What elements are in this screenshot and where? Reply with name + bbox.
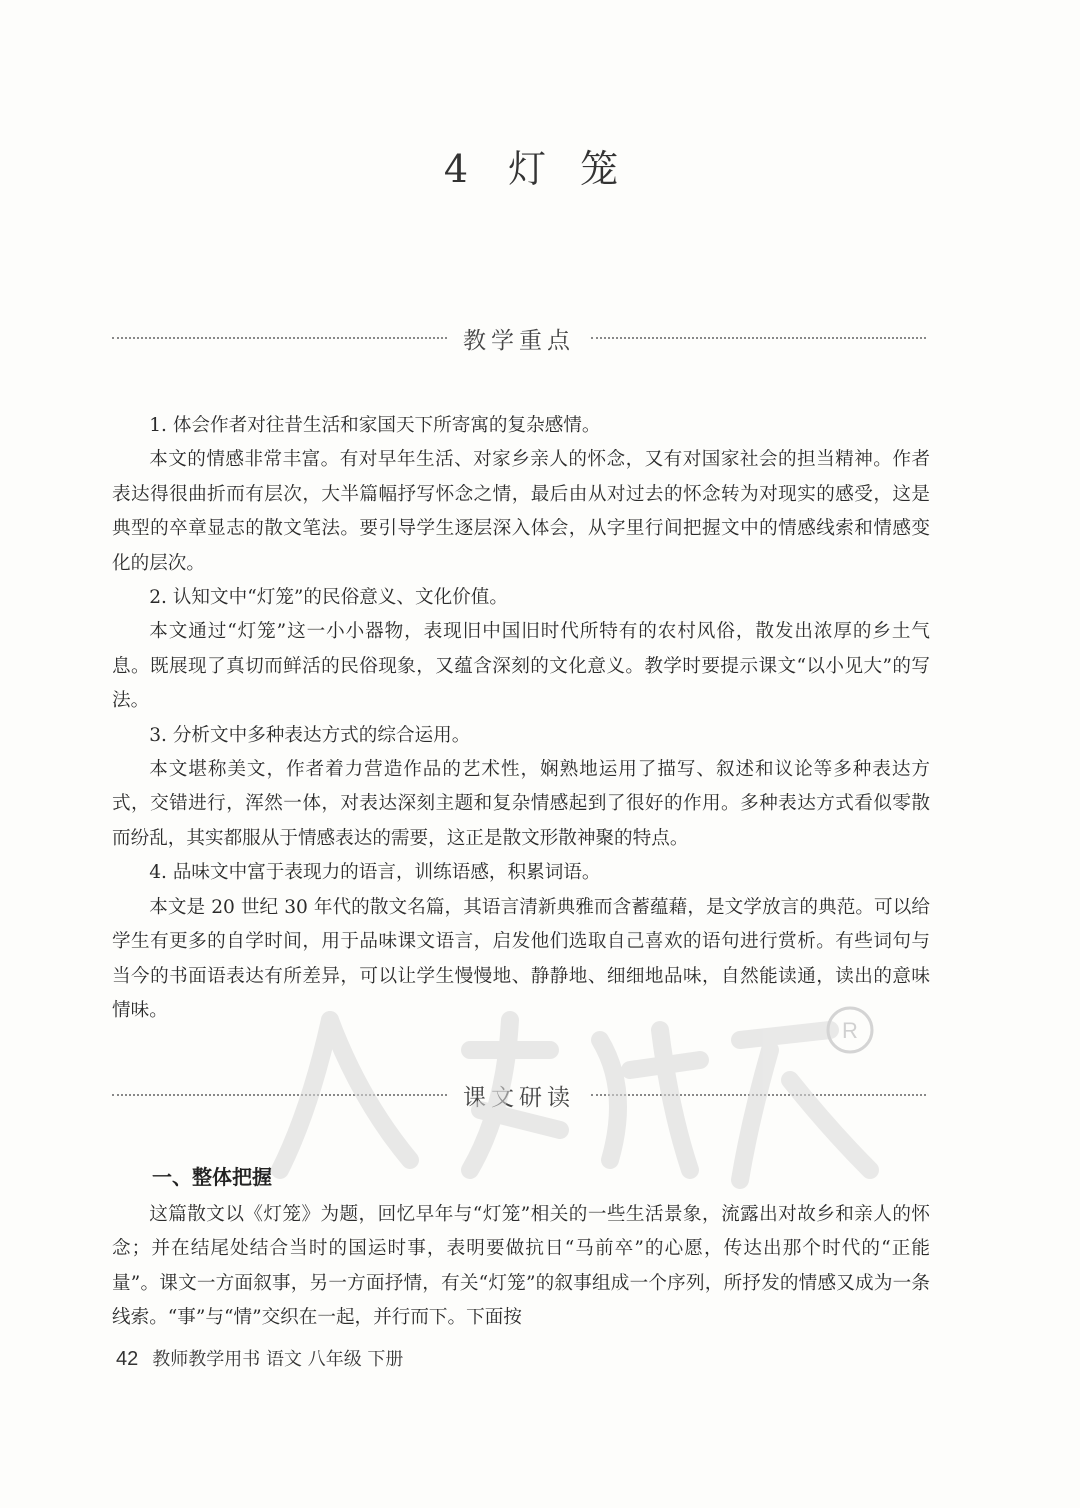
section-title: 课文研读 [463, 1084, 575, 1111]
chapter-title-char: 笼 [580, 147, 621, 191]
focus-paragraph: 本文堪称美文，作者着力营造作品的艺术性，娴熟地运用了描写、叙述和议论等多种表达方式，交错进行，浑然一体，对表达深刻主题和复杂情感起到了很好的作用。多种表达方式看似零散而纷乱，其实都服从于情感表达的需要，这正是散文形散神聚的特点。 [112, 759, 930, 849]
focus-item-3: 3. 分析文中多种表达方式的综合运用。 [149, 724, 471, 746]
book-title: 教师教学用书 语文 八年级 下册 [152, 1349, 404, 1370]
chapter-title [0, 138, 1080, 193]
dotted-rule [112, 337, 447, 339]
section-title: 教学重点 [463, 327, 575, 354]
dotted-rule [112, 1094, 447, 1096]
page-footer [116, 1345, 403, 1371]
focus-paragraph: 本文是 20 世纪 30 年代的散文名篇，其语言清新典雅而含蓄蕴藉，是文学放言的典范。可以给学生有更多的自学时间，用于品味课文语言，启发他们选取自己喜欢的语句进行赏析。有些词句与当今的书面语表达有所差异，可以让学生慢慢地、静静地、细细地品味，自然能读通，读出的意味情味。 [112, 896, 930, 1021]
teaching-focus-body [112, 409, 930, 1028]
page-number: 42 [116, 1348, 139, 1370]
study-paragraph: 这篇散文以《灯笼》为题，回忆早年与“灯笼”相关的一些生活景象，流露出对故乡和亲人的怀念；并在结尾处结合当时的国运时事，表明要做抗日“马前卒”的心愿，传达出那个时代的“正能量”。课文一方面叙事，另一方面抒情，有关“灯笼”的叙事组成一个序列，所抒发的情感又成为一条线索。“事”与“情”交织在一起，并行而下。下面按 [112, 1204, 930, 1329]
focus-item-4: 4. 品味文中富于表现力的语言，训练语感，积累词语。 [149, 862, 601, 884]
chapter-title-char: 灯 [508, 147, 549, 191]
svg-text:R: R [842, 1018, 858, 1043]
focus-paragraph: 本文的情感非常丰富。有对早年生活、对家乡亲人的怀念，又有对国家社会的担当精神。作者表达得很曲折而有层次，大半篇幅抒写怀念之情，最后由从对过去的怀念转为对现实的感受，这是典型的卒章显志的散文笔法。要引导学生逐层深入体会，从字里行间把握文中的情感线索和情感变化的层次。 [112, 449, 930, 574]
chapter-number: 4 [443, 147, 471, 191]
focus-item-1: 1. 体会作者对往昔生活和家国天下所寄寓的复杂感情。 [149, 415, 601, 436]
section-header-text-study [112, 1075, 926, 1115]
section-header-teaching-focus [112, 318, 926, 358]
focus-item-2: 2. 认知文中“灯笼”的民俗意义、文化价值。 [149, 587, 508, 609]
subheading-overall-grasp: 一、整体把握 [152, 1165, 272, 1189]
dotted-rule [591, 1094, 926, 1096]
dotted-rule [591, 337, 926, 339]
text-study-body [112, 1198, 930, 1336]
focus-paragraph: 本文通过“灯笼”这一小小器物，表现旧中国旧时代所特有的农村风俗，散发出浓厚的乡土气息。既展现了真切而鲜活的民俗现象，又蕴含深刻的文化意义。教学时要提示课文“以小见大”的写法。 [112, 621, 930, 712]
